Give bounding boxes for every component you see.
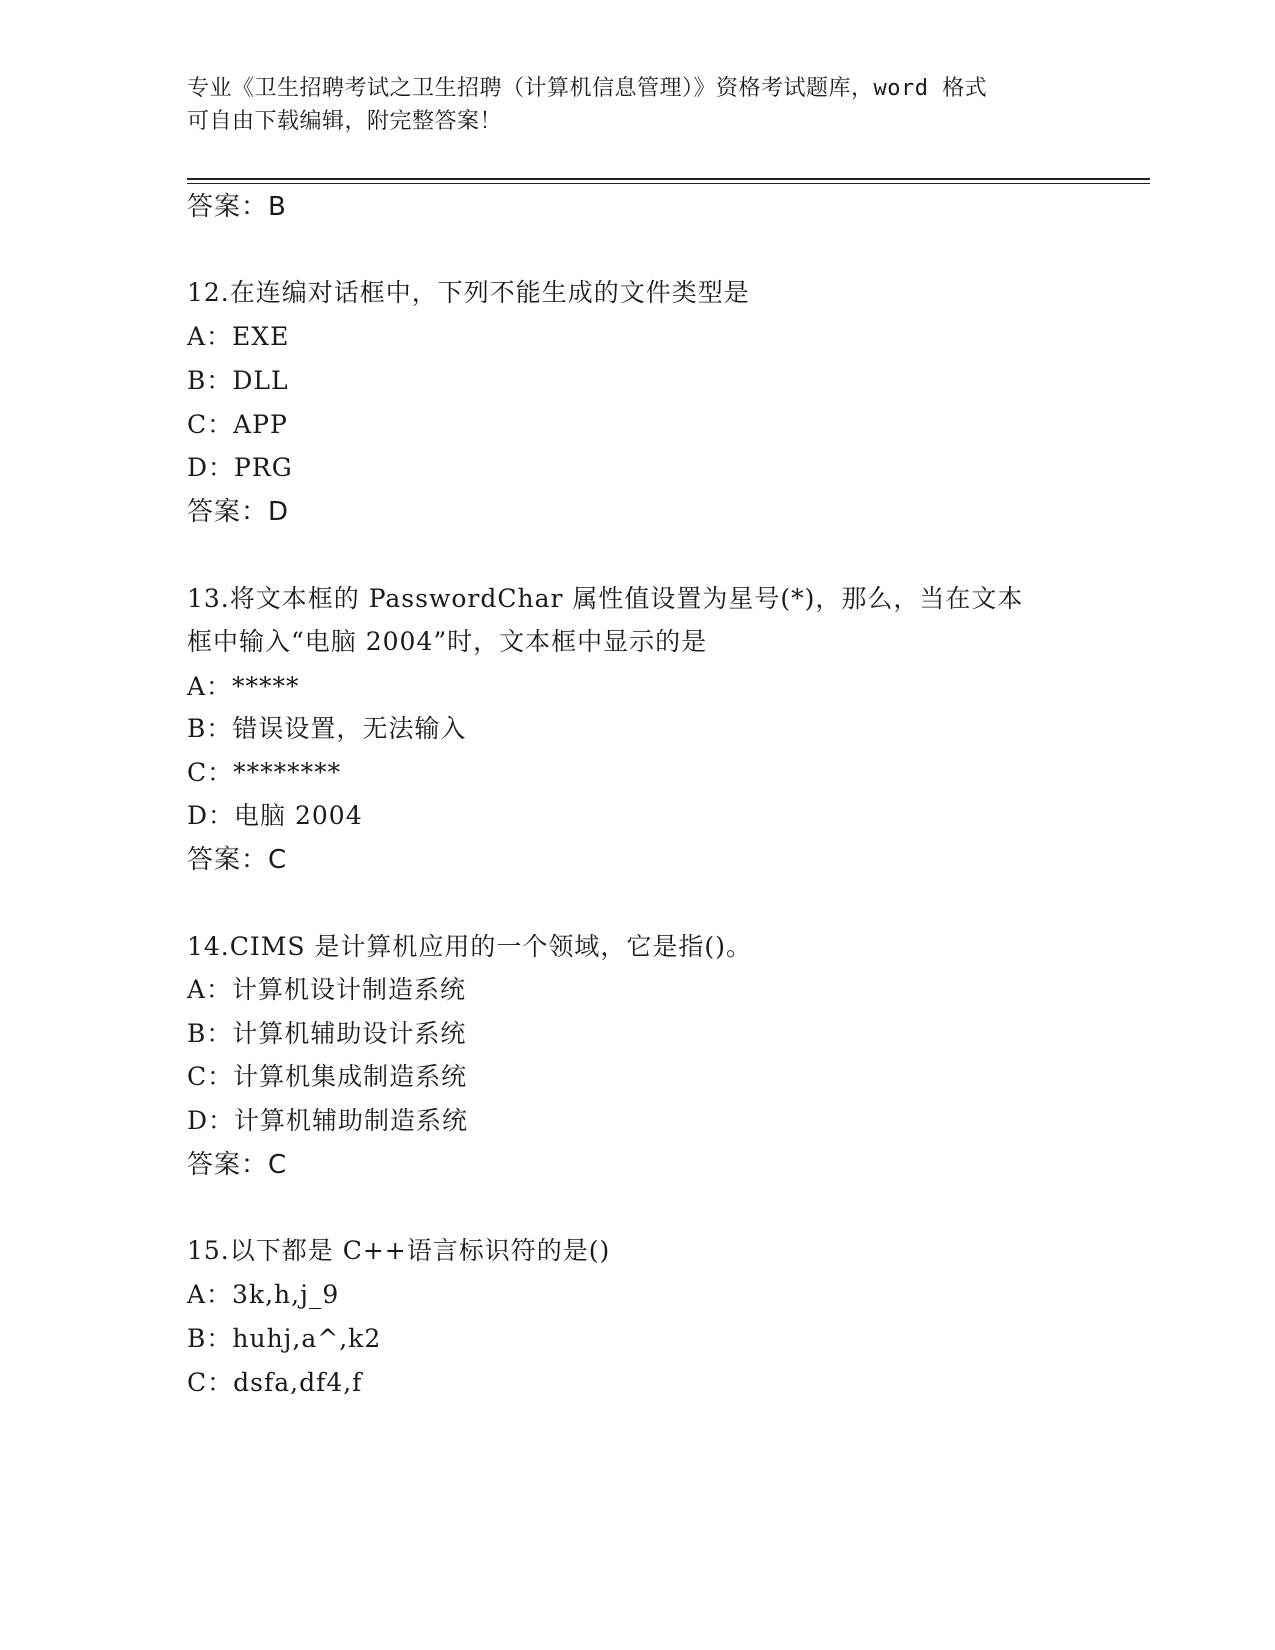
question-13-option-b: B：错误设置，无法输入 <box>187 714 467 743</box>
question-15-option-b: B：huhj,a^,k2 <box>187 1324 382 1353</box>
question-12-option-b: B：DLL <box>187 366 289 395</box>
question-13-stem-line-2: 框中输入“电脑 2004”时，文本框中显示的是 <box>187 627 708 656</box>
header-divider-thick <box>187 178 1150 180</box>
question-14-option-a: A：计算机设计制造系统 <box>187 975 467 1004</box>
question-13-option-a: A：***** <box>187 672 300 701</box>
question-15-option-a: A：3k,h,j_9 <box>187 1280 340 1309</box>
question-15-option-c: C：dsfa,df4,f <box>187 1368 363 1397</box>
question-14-stem: 14.CIMS 是计算机应用的一个领域，它是指()。 <box>187 932 752 961</box>
question-13-option-d: D：电脑 2004 <box>187 801 363 830</box>
answer-q13: 答案：C <box>187 845 288 875</box>
answer-q11: 答案：B <box>187 192 287 222</box>
question-12-option-a: A：EXE <box>187 322 290 351</box>
question-15-stem: 15.以下都是 C++语言标识符的是() <box>187 1236 611 1265</box>
question-14-option-b: B：计算机辅助设计系统 <box>187 1019 467 1048</box>
answer-q14: 答案：C <box>187 1150 288 1180</box>
question-14-option-d: D：计算机辅助制造系统 <box>187 1106 469 1135</box>
answer-q12: 答案：D <box>187 497 290 527</box>
question-12-option-c: C：APP <box>187 410 288 439</box>
question-13-option-c: C：******** <box>187 758 342 787</box>
header-divider-thin <box>187 183 1150 184</box>
header-line-2: 可自由下载编辑，附完整答案！ <box>187 109 503 134</box>
question-13-stem-line-1: 13.将文本框的 PasswordChar 属性值设置为星号(*)，那么，当在文本 <box>187 584 1024 613</box>
document-header <box>187 72 1087 138</box>
question-12-option-d: D：PRG <box>187 453 293 482</box>
question-12-stem: 12.在连编对话框中，下列不能生成的文件类型是 <box>187 278 750 307</box>
header-line-1: 专业《卫生招聘考试之卫生招聘（计算机信息管理）》资格考试题库，word 格式 <box>187 76 988 101</box>
question-14-option-c: C：计算机集成制造系统 <box>187 1062 468 1091</box>
